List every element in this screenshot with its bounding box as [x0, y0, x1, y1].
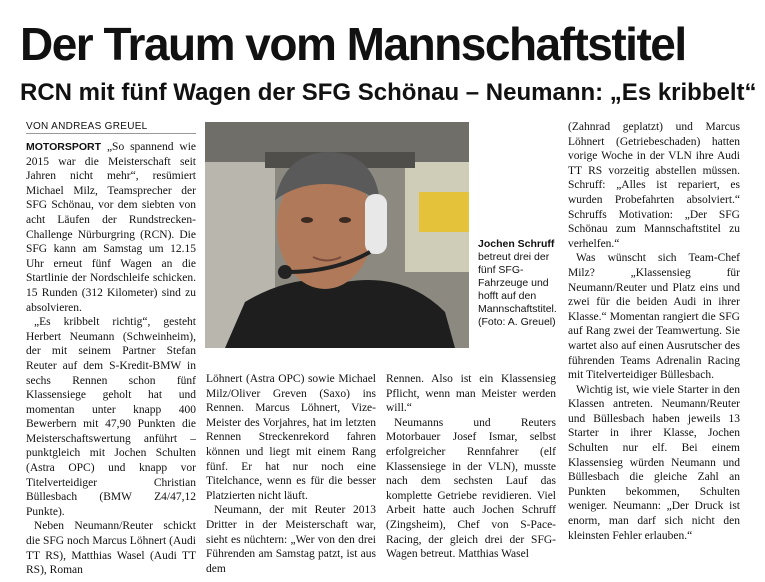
- headline: Der Traum vom Mannschaftstitel: [20, 18, 686, 70]
- article-photo: [205, 122, 469, 348]
- caption-name: Jochen Schruff: [478, 238, 555, 250]
- kicker: MOTORSPORT: [26, 141, 102, 153]
- column-4-paragraph-1: (Zahnrad geplatzt) und Marcus Löhnert (Getriebeschaden) hatten vorige Woche in der VLN ihre Audi TT RS vorzeitig abstellen müssen. Schruff: „Alles ist repariert, es wurden Probefahrten absolviert.“ Schruffs Motivation: „Der SFG Schönau zum Mannschaftstitel zu verhelfen.“: [568, 121, 740, 250]
- caption-text: betreut drei der fünf SFG-Fahrzeuge und hofft auf den Mannschaftstitel. (Foto: A. Greuel): [478, 251, 557, 328]
- byline: VON ANDREAS GREUEL: [26, 121, 196, 134]
- column-4-paragraph-2: Was wünscht sich Team-Chef Milz? „Klassensieg für Neumann/Reuter und Platz eins und zwei für die beiden Audi in ihrer Klasse.“ Momentan rangiert die SFG auf Rang zwei der Teamwertung. Sie wartet also auf einen Ausrutscher des führenden Teams Adrenalin Racing mit Titelverteidiger Büllesbach.: [568, 252, 740, 382]
- column-1-paragraph-3: Neben Neumann/Reuter schickt die SFG noch Marcus Löhnert (Audi TT RS), Matthias Wasel (Audi TT RS), Roman: [26, 520, 196, 577]
- article-column-1: [26, 140, 196, 578]
- subline: RCN mit fünf Wagen der SFG Schönau – Neumann: „Es kribbelt“: [20, 79, 757, 106]
- column-1-paragraph-1-text: „So spannend wie 2015 war die Meisterschaft seit Jahren nicht mehr“, resümiert Michael Milz, Teamsprecher der SFG Schönau, vor dem siebten von acht Läufen der Rundstrecken-Challenge Nürburgring (RCN). Die SFG kann am Samstag um 12.15 Uhr erneut fünf Wagen an die Startlinie der Nordschleife schicken. 15 Runden (312 Kilometer) sind zu absolvieren.: [26, 141, 196, 314]
- column-1-paragraph-1: [26, 140, 196, 315]
- column-3-paragraph-1: Rennen. Also ist ein Klassensieg Pflicht, wenn man Meister werden will.“: [386, 373, 556, 415]
- article-column-4: [568, 120, 740, 543]
- photo-caption: [478, 238, 560, 329]
- column-1-paragraph-2: „Es kribbelt richtig“, gesteht Herbert Neumann (Schweinheim), der mit seinem Partner Stefan Reuter auf dem S-Kredit-BMW in sechs Rennen schon fünf Klassensiege geholt hat und momentan unter knapp 400 Bewerbern mit 47,90 Punkten die Meisterschaftswertung anführt – punktgleich mit Jochen Schulten (Astra OPC) und knapp vor Titelverteidiger Christian Büllesbach (BMW Z4/47,12 Punkte).: [26, 316, 196, 518]
- article-column-2: [206, 372, 376, 576]
- column-2-paragraph-2: Neumann, der mit Reuter 2013 Dritter in der Meisterschaft war, sieht es nüchtern: „Wer von den drei Führenden am Samstag patzt, ist aus dem: [206, 504, 376, 575]
- column-3-paragraph-2: Neumanns und Reuters Motorbauer Josef Ismar, selbst erfolgreicher Rennfahrer (elf Klassensiege in der VLN), musste nach dem sechsten Lauf das komplette Getriebe revidieren. Viel Arbeit hatte auch Jochen Schruff (Zingsheim), Chef von S-Pace-Racing, der gleich drei der SFG-Wagen betreut. Matthias Wasel: [386, 416, 556, 561]
- photo-driver-headset: [205, 122, 469, 348]
- column-4-paragraph-3: Wichtig ist, wie viele Starter in den Klassen antreten. Neumann/Reuter und Büllesbach haben jeweils 13 Starter in ihrer Klasse, Jochen Schulten nur elf. Bei einem Klassensieg würden Neumann und Büllesbach die gleiche Zahl an Punkten bekommen, Schulten weniger. Neumann: „Der Druck ist enorm, man darf sich nicht den kleinsten Fehler erlauben.“: [568, 383, 740, 542]
- column-2-paragraph-1: Löhnert (Astra OPC) sowie Michael Milz/Oliver Greven (Saxo) ins Rennen. Marcus Löhnert, Vize-Meister des Vorjahres, hat im letzten Rennen Streckenrekord fahren können und liegt mit einem Rang fünf. Er hat nur noch eine Titelchance, wenn es für die besser Platzierten nicht läuft.: [206, 373, 376, 502]
- article-column-3: [386, 372, 556, 562]
